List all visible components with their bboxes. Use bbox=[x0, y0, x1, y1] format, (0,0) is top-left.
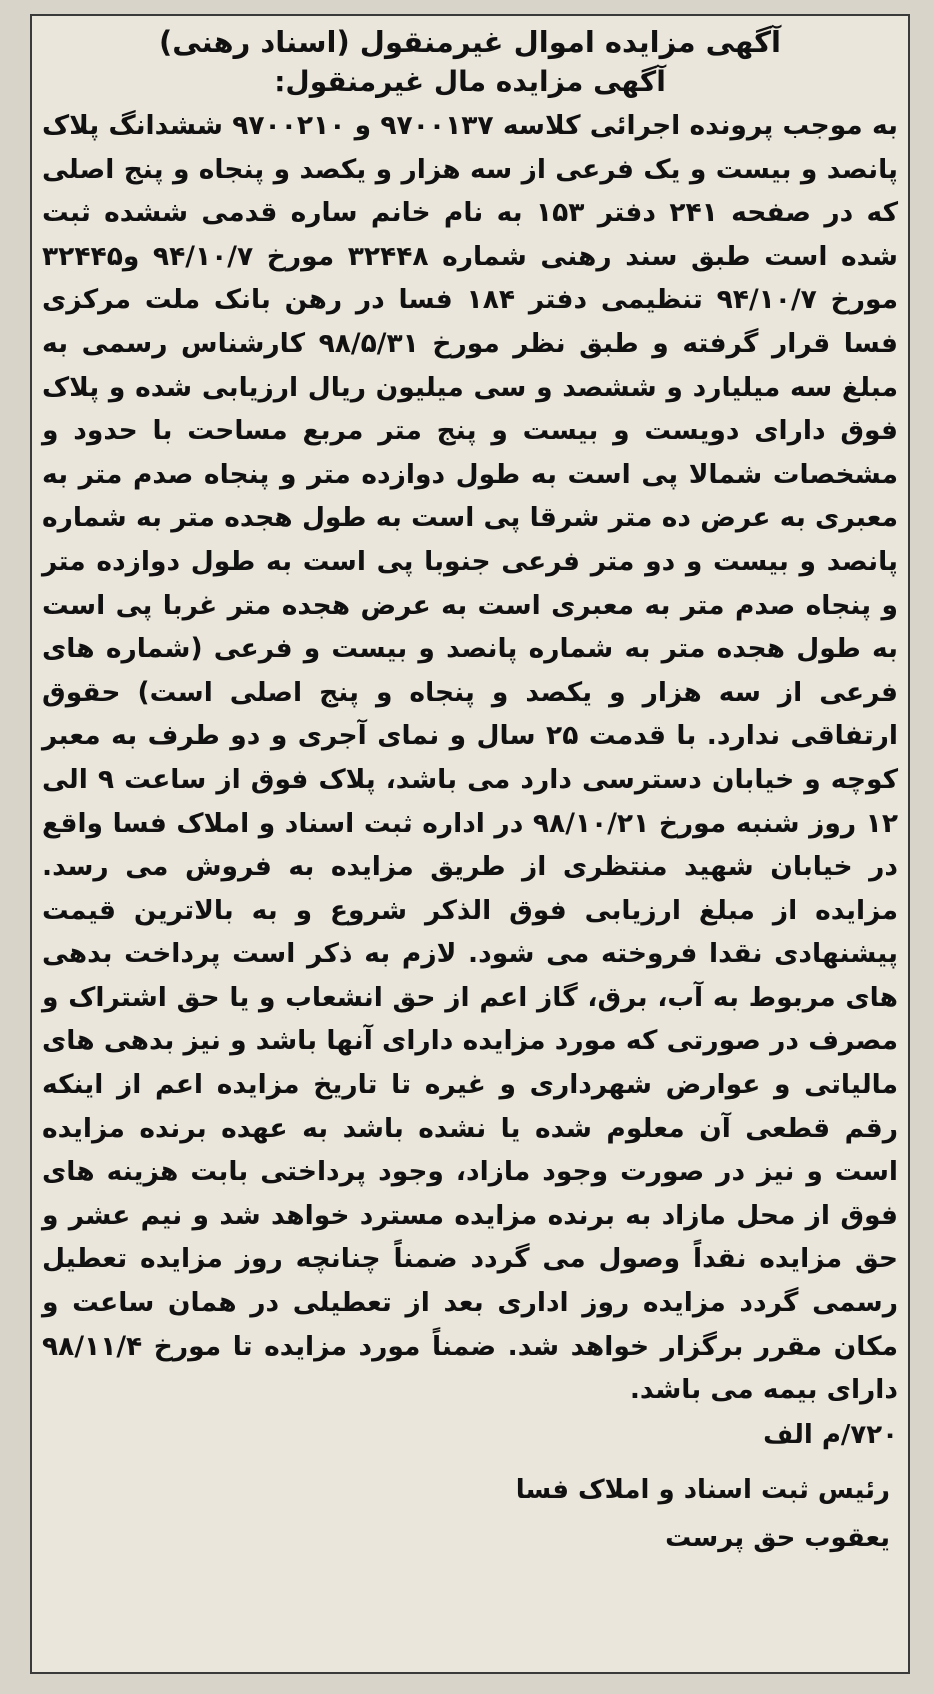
notice-title: آگهی مزایده اموال غیرمنقول (اسناد رهنی) bbox=[159, 25, 781, 59]
signature-block bbox=[42, 1466, 890, 1562]
notice-page bbox=[30, 14, 910, 1674]
notice-body: به موجب پرونده اجرائی کلاسه ۹۷۰۰۱۳۷ و ۹۷۰۰۲۱۰ ششدانگ پلاک پانصد و بیست و یک فرعی از سه هزار و یکصد و پنجاه و پنج اصلی که در صفحه ۲۴۱ دفتر ۱۵۳ به نام خانم ساره قدمی ششده ثبت شده است طبق سند رهنی شماره ۳۲۴۴۸ مورخ ۹۴/۱۰/۷ و۳۲۴۴۵ مورخ ۹۴/۱۰/۷ تنظیمی دفتر ۱۸۴ فسا در رهن بانک ملت مرکزی فسا قرار گرفته و طبق نظر مورخ ۹۸/۵/۳۱ کارشناس رسمی به مبلغ سه میلیارد و ششصد و سی میلیون ریال ارزیابی شده و پلاک فوق دارای دویست و بیست و پنج متر مربع مساحت با حدود و مشخصات شمالا پی است به طول دوازده متر و پنجاه صدم متر به معبری به عرض ده متر شرقا پی است به طول هجده متر به شماره پانصد و بیست و دو متر فرعی جنوبا پی است به طول دوازده متر و پنجاه صدم متر به معبری است به عرض هجده متر غربا پی است به طول هجده متر به شماره پانصد و بیست و فرعی (شماره های فرعی از سه هزار و یکصد و پنجاه و پنج اصلی است) حقوق ارتفاقی ندارد. با قدمت ۲۵ سال و نمای آجری و دو طرف به معبر کوچه و خیابان دسترسی دارد می باشد، پلاک فوق از ساعت ۹ الی ۱۲ روز شنبه مورخ ۹۸/۱۰/۲۱ در اداره ثبت اسناد و املاک فسا واقع در خیابان شهید منتظری از طریق مزایده به فروش می رسد. مزایده از مبلغ ارزیابی فوق الذکر شروع و به بالاترین قیمت پیشنهادی نقدا فروخته می شود. لازم به ذکر است پرداخت بدهی های مربوط به آب، برق، گاز اعم از حق انشعاب و یا حق اشتراک و مصرف در صورتی که مورد مزایده دارای آنها باشد و نیز بدهی های مالیاتی و عوارض شهرداری و غیره تا تاریخ مزایده اعم از اینکه رقم قطعی آن معلوم شده یا نشده باشد به عهده برنده مزایده است و نیز در صورت وجود مازاد، وجود پرداختی بابت هزینه های فوق از محل مازاد به برنده مزایده مسترد خواهد شد و نیم عشر و حق مزایده نقداً وصول می گردد ضمناً چنانچه روز مزایده تعطیل رسمی گردد مزایده روز اداری بعد از تعطیلی در همان ساعت و مکان مقرر برگزار خواهد شد. ضمناً مورد مزایده تا مورخ ۹۸/۱۱/۴ دارای بیمه می باشد. bbox=[42, 110, 899, 1406]
signature-title: رئیس ثبت اسناد و املاک فسا bbox=[515, 1474, 890, 1505]
reference-number: ۷۲۰/م الف bbox=[763, 1419, 898, 1450]
notice-subtitle: آگهی مزایده مال غیرمنقول: bbox=[274, 65, 666, 98]
signature-name: یعقوب حق پرست bbox=[665, 1522, 890, 1553]
